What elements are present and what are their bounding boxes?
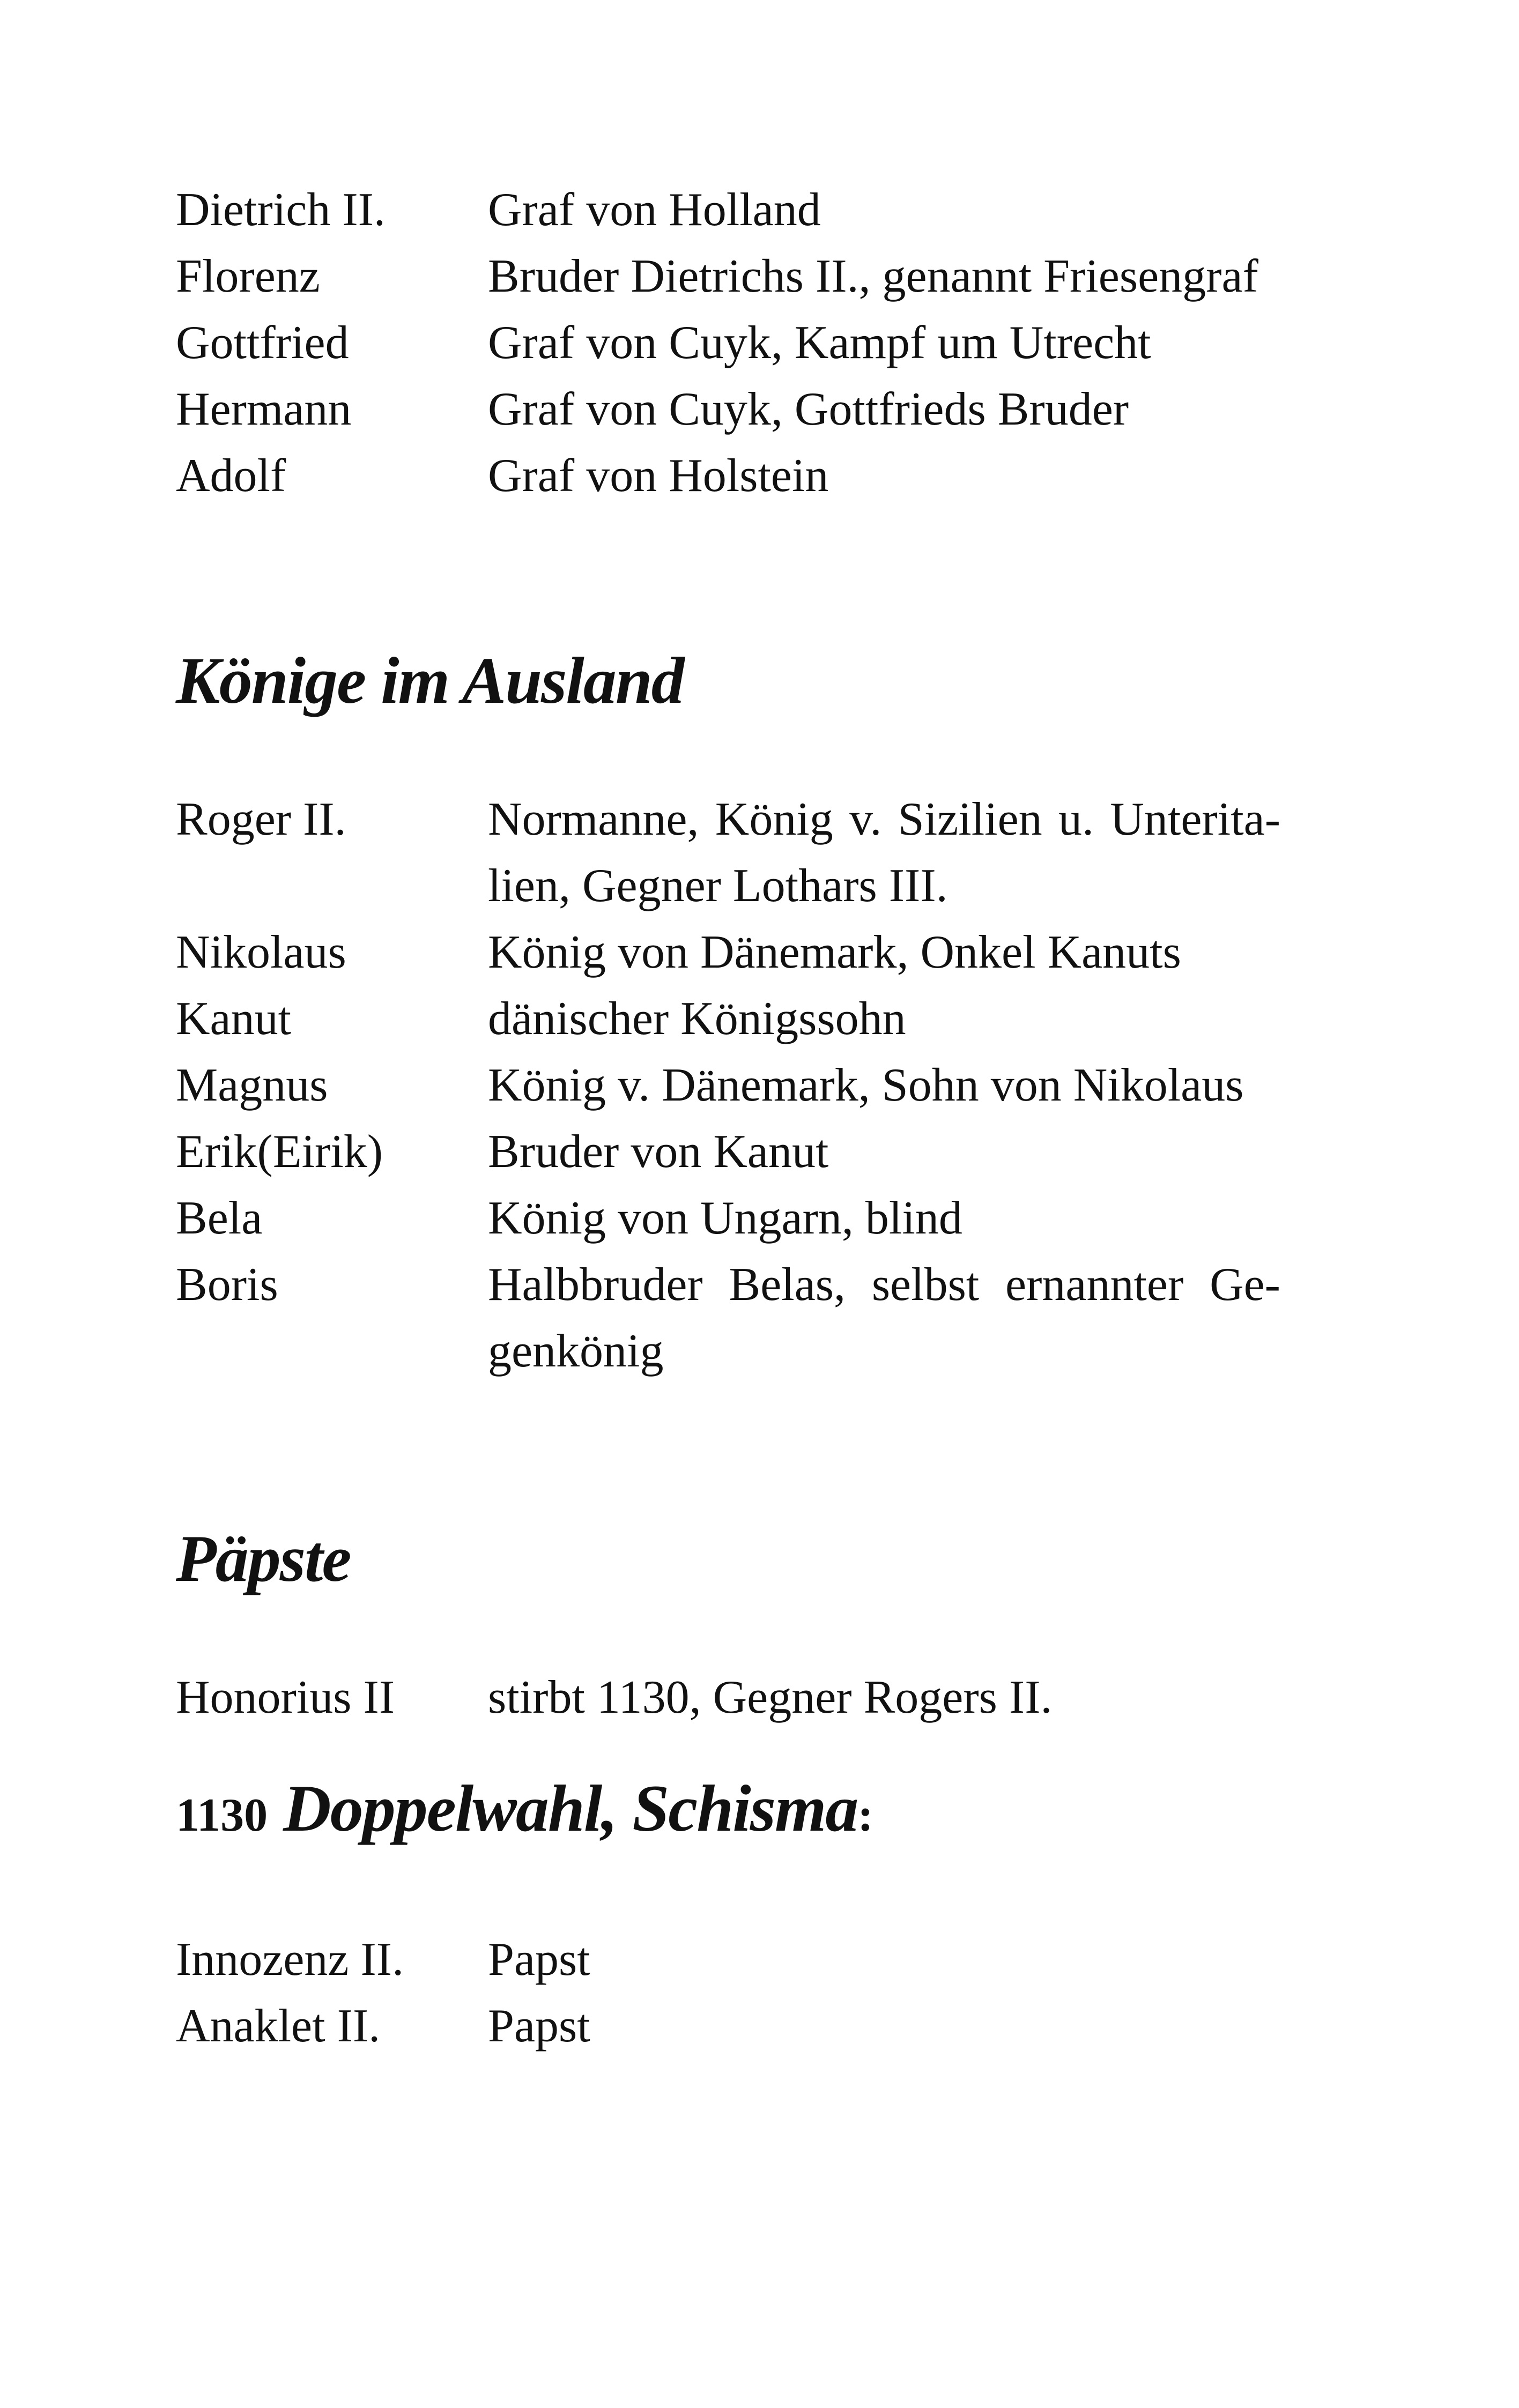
list-item	[176, 310, 1280, 376]
entry-name: Anaklet II.	[176, 2000, 381, 2052]
list-item	[176, 443, 1280, 509]
list-item	[176, 986, 1280, 1052]
description-line: Papst	[488, 2000, 590, 2052]
kings-list	[176, 786, 1280, 1385]
entry-description	[488, 1052, 1280, 1119]
entry-description	[488, 1927, 1280, 1993]
entry-name: Erik(Eirik)	[176, 1126, 383, 1178]
entry-name: Gottfried	[176, 317, 349, 369]
list-item	[176, 1119, 1280, 1185]
description-line: Papst	[488, 1934, 590, 1986]
entry-name: Dietrich II.	[176, 184, 386, 236]
schism-list	[176, 1927, 1280, 2060]
popes-list	[176, 1664, 1280, 1731]
list-item	[176, 1052, 1280, 1119]
list-item	[176, 1252, 1280, 1385]
counts-list	[176, 177, 1280, 509]
list-item	[176, 1664, 1280, 1731]
entry-description	[488, 986, 1280, 1052]
description-line: Graf von Holland	[488, 184, 821, 236]
entry-description	[488, 1664, 1280, 1731]
description-line: lien, Gegner Lothars III.	[488, 860, 948, 912]
list-item	[176, 786, 1280, 919]
entry-name: Boris	[176, 1259, 278, 1311]
list-item	[176, 1993, 1280, 2060]
entry-name: Kanut	[176, 993, 292, 1045]
description-line: Normanne, König v. Sizilien u. Unterita-	[488, 793, 1280, 845]
list-item	[176, 243, 1280, 310]
description-line: Graf von Cuyk, Gottfrieds Bruder	[488, 383, 1129, 435]
entry-description	[488, 1252, 1280, 1385]
entry-description	[488, 443, 1280, 509]
list-item	[176, 1927, 1280, 1993]
entry-description	[488, 243, 1280, 310]
entry-description	[488, 919, 1280, 986]
description-line: König von Dänemark, Onkel Kanuts	[488, 926, 1181, 978]
entry-name: Hermann	[176, 383, 352, 435]
list-item	[176, 1185, 1280, 1252]
heading-title: Doppelwahl, Schisma	[283, 1772, 858, 1845]
entry-description	[488, 786, 1280, 919]
entry-name: Bela	[176, 1192, 263, 1244]
description-line: dänischer Königssohn	[488, 993, 906, 1045]
description-line: stirbt 1130, Gegner Rogers II.	[488, 1671, 1053, 1723]
entry-name: Roger II.	[176, 793, 346, 845]
heading-colon: :	[857, 1789, 872, 1841]
description-line: König von Ungarn, blind	[488, 1192, 962, 1244]
list-item	[176, 376, 1280, 443]
description-line: Bruder von Kanut	[488, 1126, 829, 1178]
description-line: Halbbruder Belas, selbst ernannter Ge-	[488, 1259, 1280, 1311]
entry-name: Magnus	[176, 1059, 328, 1111]
entry-description	[488, 1993, 1280, 2060]
description-line: Graf von Cuyk, Kampf um Utrecht	[488, 317, 1151, 369]
entry-name: Adolf	[176, 450, 286, 502]
entry-description	[488, 310, 1280, 376]
section-heading-popes: Päpste	[176, 1522, 351, 1595]
section-heading-kings: Könige im Ausland	[176, 644, 684, 717]
entry-name: Innozenz II.	[176, 1934, 404, 1986]
description-line: Graf von Holstein	[488, 450, 829, 502]
description-line: Bruder Dietrichs II., genannt Friesengraf	[488, 250, 1258, 302]
description-line: König v. Dänemark, Sohn von Nikolaus	[488, 1059, 1244, 1111]
entry-name: Honorius II	[176, 1671, 395, 1723]
heading-year: 1130	[176, 1789, 268, 1841]
list-item	[176, 919, 1280, 986]
entry-description	[488, 177, 1280, 243]
description-line: genkönig	[488, 1325, 664, 1377]
list-item	[176, 177, 1280, 243]
entry-name: Florenz	[176, 250, 320, 302]
entry-description	[488, 376, 1280, 443]
entry-description	[488, 1119, 1280, 1185]
page	[176, 177, 1280, 2060]
entry-description	[488, 1185, 1280, 1252]
entry-name: Nikolaus	[176, 926, 346, 978]
section-heading-schism	[176, 1768, 1280, 1856]
